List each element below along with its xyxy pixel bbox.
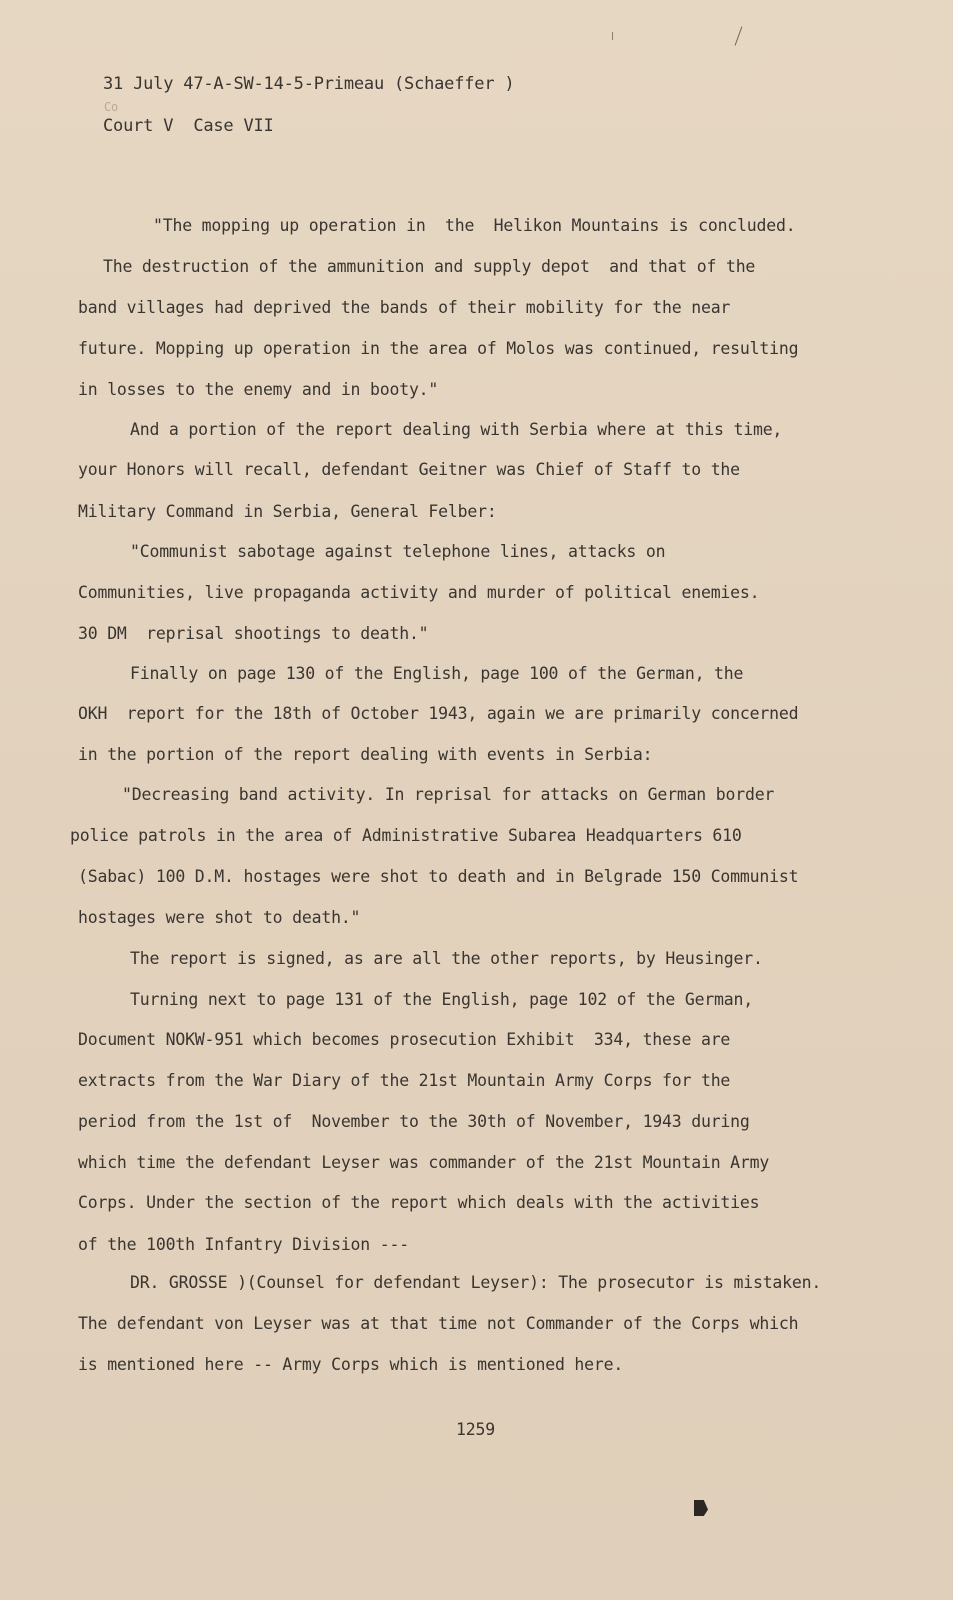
body-line: OKH report for the 18th of October 1943, again we are primarily concerned	[78, 704, 799, 723]
body-line: Turning next to page 131 of the English, page 102 of the German,	[130, 990, 753, 1009]
body-line: future. Mopping up operation in the area of Molos was continued, resulting	[78, 339, 799, 358]
body-line: Communities, live propaganda activity and murder of political enemies.	[78, 583, 760, 602]
body-line: The report is signed, as are all the other reports, by Heusinger.	[130, 949, 763, 968]
body-line: Corps. Under the section of the report which deals with the activities	[78, 1193, 760, 1212]
body-line: "The mopping up operation in the Helikon Mountains is concluded.	[153, 216, 796, 235]
body-line: is mentioned here -- Army Corps which is mentioned here.	[78, 1355, 624, 1374]
body-line: The destruction of the ammunition and supply depot and that of the	[103, 257, 756, 276]
body-line: Finally on page 130 of the English, page 100 of the German, the	[130, 664, 744, 683]
header-co-note: Co	[104, 100, 119, 114]
body-line: 30 DM reprisal shootings to death."	[78, 624, 429, 643]
ink-blot-mark	[694, 1500, 708, 1516]
body-line: The defendant von Leyser was at that time not Commander of the Corps which	[78, 1314, 799, 1333]
body-line: "Decreasing band activity. In reprisal for attacks on German border	[122, 785, 775, 804]
body-line: Document NOKW-951 which becomes prosecution Exhibit 334, these are	[78, 1030, 731, 1049]
body-line: And a portion of the report dealing with Serbia where at this time,	[130, 420, 783, 439]
body-line: in losses to the enemy and in booty."	[78, 380, 439, 399]
header-line-court-case: Court V Case VII	[103, 116, 274, 136]
body-line: police patrols in the area of Administrative Subarea Headquarters 610	[70, 826, 742, 845]
body-line: band villages had deprived the bands of their mobility for the near	[78, 298, 731, 317]
body-line: which time the defendant Leyser was commander of the 21st Mountain Army	[78, 1153, 770, 1172]
body-line: hostages were shot to death."	[78, 908, 361, 927]
body-line: DR. GROSSE )(Counsel for defendant Leyser): The prosecutor is mistaken.	[130, 1273, 822, 1292]
body-line: (Sabac) 100 D.M. hostages were shot to death and in Belgrade 150 Communist	[78, 867, 799, 886]
body-line: of the 100th Infantry Division ---	[78, 1235, 409, 1254]
pencil-slash-mark	[735, 26, 743, 45]
body-line: Military Command in Serbia, General Felber:	[78, 502, 497, 521]
page-number: 1259	[456, 1420, 495, 1439]
body-line: your Honors will recall, defendant Geitner was Chief of Staff to the	[78, 460, 740, 479]
pencil-tick-mark	[612, 32, 613, 40]
body-line: extracts from the War Diary of the 21st Mountain Army Corps for the	[78, 1071, 731, 1090]
body-line: in the portion of the report dealing with events in Serbia:	[78, 745, 653, 764]
body-line: period from the 1st of November to the 30th of November, 1943 during	[78, 1112, 750, 1131]
body-line: "Communist sabotage against telephone lines, attacks on	[130, 542, 666, 561]
header-line-date-reference: 31 July 47-A-SW-14-5-Primeau (Schaeffer )	[103, 74, 515, 94]
